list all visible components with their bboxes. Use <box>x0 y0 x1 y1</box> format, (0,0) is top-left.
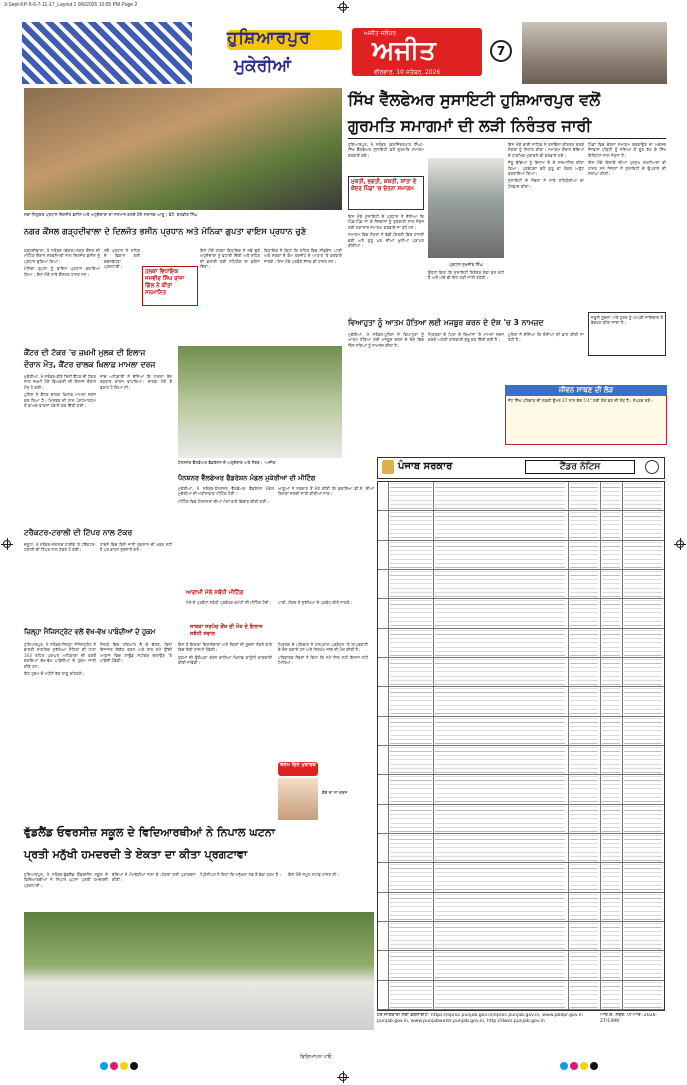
color-swatch <box>590 1062 598 1070</box>
tender-row <box>378 570 664 599</box>
tender-row <box>378 511 664 540</box>
seal-icon <box>645 460 659 474</box>
tender-cell <box>390 483 432 510</box>
birthday-badge <box>278 762 318 776</box>
tender-cell <box>570 630 598 657</box>
article-text: ਹੁਸ਼ਿਆਰਪੁਰ, 9 ਸਤੰਬਰ-ਜ਼ਿਲ੍ਹਾ ਮੈਜਿਸਟ੍ਰੇਟ ਨੇ ਭਾਰਤੀ ਨਾਗਰਿਕ ਸੁਰੱਖਿਆ ਸੰਹਿਤਾ ਦੀ ਧਾਰਾ 163 ਤਹਿਤ ਪ੍ਰਾਪਤ ਅਧਿਕਾਰਾਂ ਦੀ ਵਰਤੋਂ ਕਰਦਿਆਂ ਵੱਖ-ਵੱਖ ਪਾਬੰਦੀਆਂ ਦੇ ਹੁਕਮ ਜਾਰੀ ਕੀਤੇ ਹਨ। ਇਹ ਹੁਕਮ ਦੋ ਮਹੀਨੇ ਤੱਕ ਲਾਗੂ ਰਹਿਣਗੇ। <box>24 642 96 677</box>
tender-cell <box>435 688 565 715</box>
classified-ad: ਜ਼ਰੂਰੀ ਸੂਚਨਾ: ਮੇਰੇ ਪੁੱਤਰ ਨੂੰ ਆਪਣੀ ਜਾਇਦਾਦ ਤੋਂ ਬੇਦਖ਼ਲ ਕੀਤਾ ਜਾਂਦਾ ਹੈ। <box>588 312 666 356</box>
tender-cell <box>390 806 432 833</box>
tender-cell <box>570 952 598 979</box>
article-text: ਉਨ੍ਹਾਂ ਕਿਹਾ ਕਿ ਸੁਸਾਇਟੀ ਨਿਰੰਤਰ ਸੇਵਾ ਕਰ ਰਹੀ ਹੈ ਅਤੇ ਅੱਗੇ ਵੀ ਇਹ ਲੜੀ ਜਾਰੀ ਰਹੇਗੀ। <box>428 270 504 281</box>
article-text: ਗੜ੍ਹਦੀਵਾਲਾ, 9 ਸਤੰਬਰ (ਚੱਗਰ)-ਨਗਰ ਕੌਂਸਲ ਦੀ ਮੀਟਿੰਗ ਦੌਰਾਨ ਸਰਬਸੰਮਤੀ ਨਾਲ ਦਿਲਜੋਤ ਭਸੀਨ ਨੂੰ ਪ੍ਰਧਾਨ ਚੁਣਿਆ ਗਿਆ। ਮੋਨਿਕਾ ਗੁਪਤਾ ਨੂੰ ਵਾਇਸ ਪ੍ਰਧਾਨ ਬਣਾਇਆ ਗਿਆ। ਇਸ ਮੌਕੇ ਸਾਰੇ ਕੌਂਸਲਰ ਹਾਜ਼ਰ ਸਨ। <box>24 248 100 277</box>
color-swatch <box>120 1062 128 1070</box>
brand-logo: ਅਜੀਤ <box>372 36 436 66</box>
article-text: ਮੁਕੇਰੀਆਂ, 9 ਸਤੰਬਰ-ਪੈਨਸ਼ਨਰ ਵੈੱਲਫੇਅਰ ਫੈਡਰੇਸ਼ਨ ਮੰਡਲ ਮੁਕੇਰੀਆਂ ਦੀ ਮਹੀਨਾਵਾਰ ਮੀਟਿੰਗ ਹੋਈ। ਮੀਟਿੰਗ ਵਿਚ ਪੈਨਸ਼ਨਰਾਂ ਦੀਆਂ ਮੰਗਾਂ ਬਾਰੇ ਵਿਚਾਰ ਕੀਤੀ ਗਈ। <box>178 486 274 504</box>
tender-cell <box>602 835 620 862</box>
tender-cell <box>624 600 662 627</box>
tender-cell <box>602 894 620 921</box>
story-headline: ਪੈਨਸ਼ਨਰ ਵੈੱਲਫੇਅਰ ਫੈਡਰੇਸ਼ਨ ਮੰਡਲ ਮੁਕੇਰੀਆਂ ਦੀ ਮੀਟਿੰਗ <box>178 474 316 482</box>
story-headline: ਟਰੈਕਟਰ-ਟਰਾਲੀ ਦੀ ਟਿੱਪਰ ਨਾਲ ਟੱਕਰ <box>24 528 133 537</box>
article-text: ਬੱਚਿਆਂ ਨੇ ਮੋਮਬੱਤੀਆਂ ਜਗਾ ਕੇ ਪੀੜਤਾਂ ਲਈ ਪ੍ਰਾਰਥਨਾ ਕੀਤੀ। <box>112 872 196 883</box>
masthead-art-right <box>522 22 667 84</box>
tender-cell <box>602 542 620 569</box>
tender-cell <box>602 747 620 774</box>
tender-row <box>378 775 664 804</box>
tender-cell <box>435 512 565 539</box>
tender-cell <box>570 923 598 950</box>
tender-row <box>378 599 664 628</box>
tender-cell <box>435 630 565 657</box>
lead-headline: ਸਿੱਖ ਵੈੱਲਫੇਅਰ ਸੁਸਾਇਟੀ ਹੁਸ਼ਿਆਰਪੁਰ ਵਲੋਂ <box>348 90 601 109</box>
tender-cell <box>570 835 598 862</box>
tender-cell <box>602 806 620 833</box>
tender-cell <box>624 659 662 686</box>
tender-cell <box>570 483 598 510</box>
pull-quote-box <box>142 266 198 306</box>
tender-cell <box>435 864 565 891</box>
tender-cell <box>390 952 432 979</box>
lead-photo <box>24 88 342 210</box>
tender-row <box>378 658 664 687</box>
crop-mark <box>676 540 684 548</box>
tender-cell <box>602 600 620 627</box>
tender-cell <box>390 542 432 569</box>
page-number: 7 <box>490 40 512 62</box>
tender-cell <box>602 718 620 745</box>
article-text: ਦਸੂਹਾ, 9 ਸਤੰਬਰ-ਸਥਾਨਕ ਹਾਈਵੇ 'ਤੇ ਟਰੈਕਟਰ-ਟਰਾਲੀ ਦੀ ਟਿੱਪਰ ਨਾਲ ਟੱਕਰ ਹੋ ਗਈ। <box>24 542 96 553</box>
tender-title: ਟੈਂਡਰ ਨੋਟਿਸ <box>525 460 635 474</box>
tender-cell <box>602 982 620 1009</box>
tender-cell <box>624 923 662 950</box>
tender-ref: ਆਰ.ਓ. ਨੰਬਰ: ਪੀ.ਆਰ.-2026-27/1499 <box>600 1013 658 1024</box>
tender-cell <box>602 688 620 715</box>
matrimonial-title: ਜੀਵਨ ਸਾਥਣ ਦੀ ਲੋੜ <box>505 385 667 396</box>
tender-cell <box>435 718 565 745</box>
article-text: ਜ਼ਿਲ੍ਹੇ ਵਿਚ ਹਥਿਆਰ ਲੈ ਕੇ ਚੱਲਣ, ਬਿਨਾਂ ਇਜਾਜ਼ਤ ਇਕੱਠ ਕਰਨ ਅਤੇ ਰਾਤ ਸਮੇਂ ਉੱਚੀ ਆਵਾਜ਼ ਵਿਚ ਲਾਊਡ ਸਪੀਕਰ ਚਲਾਉਣ 'ਤੇ ਪਾਬੰਦੀ ਹੋਵੇਗੀ। <box>100 642 172 664</box>
article-text: ਇਸ ਮੌਕੇ ਸੁਸਾਇਟੀ ਦੇ ਪ੍ਰਧਾਨ ਨੇ ਦੱਸਿਆ ਕਿ ਪਿੰਡ-ਪਿੰਡ ਜਾ ਕੇ ਨੌਜਵਾਨਾਂ ਨੂੰ ਗੁਰਬਾਣੀ ਨਾਲ ਜੋੜਨ ਲਈ ਲਗਾਤਾਰ ਸਮਾਗਮ ਕਰਵਾਏ ਜਾ ਰਹੇ ਹਨ। ਸਮਾਗਮ ਵਿਚ ਸੰਗਤਾਂ ਨੇ ਵੱਡੀ ਗਿਣਤੀ ਵਿਚ ਹਾਜ਼ਰੀ ਭਰੀ ਅਤੇ ਗੁਰੂ ਘਰ ਦੀਆਂ ਖੁਸ਼ੀਆਂ ਪ੍ਰਾਪਤ ਕੀਤੀਆਂ। <box>348 214 424 249</box>
tender-cell <box>435 835 565 862</box>
photo-caption: ਨਵਾਂ-ਨਿਯੁਕਤ ਪ੍ਰਧਾਨ ਦਿਲਜੋਤ ਭਸੀਨ ਅਤੇ ਅਹੁਦੇਦਾਰਾਂ ਦਾ ਸਨਮਾਨ ਕਰਦੇ ਹੋਏ ਸਥਾਨਕ ਆਗੂ। ਫੋਟੋ: ਬਲਵੀਰ ਸਿੰਘ <box>24 212 198 217</box>
article-text: ਵਿਧਾਇਕ ਨੇ ਕਿਹਾ ਕਿ ਸ਼ਹਿਰ ਵਿਚ ਸੀਵਰੇਜ, ਪਾਣੀ ਅਤੇ ਸੜਕਾਂ ਦੇ ਕੰਮ ਤਰਜੀਹ ਦੇ ਆਧਾਰ 'ਤੇ ਕਰਵਾਏ ਜਾਣਗੇ। ਇਸ ਮੌਕੇ ਪਤਵੰਤੇ ਸੱਜਣ ਵੀ ਹਾਜ਼ਰ ਸਨ। <box>264 248 342 264</box>
sub-box <box>348 176 424 210</box>
tender-cell <box>390 659 432 686</box>
tender-cell <box>390 835 432 862</box>
article-text: ਮ੍ਰਿਤਕਾ ਦੇ ਪਿਤਾ ਦੇ ਬਿਆਨਾਂ 'ਤੇ ਮਾਮਲਾ ਦਰਜ ਕਰਕੇ ਅਗਲੀ ਕਾਰਵਾਈ ਸ਼ੁਰੂ ਕਰ ਦਿੱਤੀ ਗਈ ਹੈ। <box>428 332 504 343</box>
article-text: ਪੁਲਿਸ ਨੇ ਦੱਸਿਆ ਕਿ ਦੋਸ਼ੀਆਂ ਦੀ ਭਾਲ ਕੀਤੀ ਜਾ ਰਹੀ ਹੈ। <box>508 332 584 343</box>
tender-cell <box>435 894 565 921</box>
color-registration-bar <box>100 1055 140 1074</box>
article-text: ਇਸ ਮੌਕੇ ਭਾਈ ਸਾਹਿਬ ਨੇ ਰਸਭਿੰਨਾ ਕੀਰਤਨ ਕਰਕੇ ਸੰਗਤਾਂ ਨੂੰ ਨਿਹਾਲ ਕੀਤਾ। ਸਮਾਗਮ ਦੌਰਾਨ ਬੱਚਿਆਂ ਦੇ ਧਾਰਮਿਕ ਮੁਕਾਬਲੇ ਵੀ ਕਰਵਾਏ ਗਏ। ਜੇਤੂ ਬੱਚਿਆਂ ਨੂੰ ਇਨਾਮ ਦੇ ਕੇ ਸਨਮਾਨਿਤ ਕੀਤਾ ਗਿਆ। ਪ੍ਰਬੰਧਕਾਂ ਵਲੋਂ ਗੁਰੂ ਕਾ ਲੰਗਰ ਅਤੁੱਟ ਵਰਤਾਇਆ ਗਿਆ। ਸੁਸਾਇਟੀ ਦੇ ਮੈਂਬਰਾਂ ਨੇ ਸਾਰੇ ਸਹਿਯੋਗੀਆਂ ਦਾ ਧੰਨਵਾਦ ਕੀਤਾ। <box>508 142 584 189</box>
footer-label: ਵਿਗਿਆਪਨ ਪਾਓ <box>300 1054 332 1060</box>
brand-tagline: ਅਜੀਤ ਜਲੰਧਰ <box>364 30 397 37</box>
tender-row <box>378 482 664 511</box>
article-text: ਪਿੰਡਾਂ ਵਿਚ ਚੇਤਨਾ ਸਮਾਗਮ ਕਰਵਾਉਣ ਦਾ ਮਕਸਦ ਨੌਜਵਾਨ ਪੀੜ੍ਹੀ ਨੂੰ ਨਸ਼ਿਆਂ ਤੋਂ ਦੂਰ ਰੱਖ ਕੇ ਸਿੱਖ ਇਤਿਹਾਸ ਨਾਲ ਜੋੜਨਾ ਹੈ। ਇਸ ਮੌਕੇ ਇਲਾਕੇ ਦੀਆਂ ਪ੍ਰਮੁੱਖ ਸ਼ਖ਼ਸੀਅਤਾਂ ਵੀ ਹਾਜ਼ਰ ਸਨ ਜਿਨ੍ਹਾਂ ਨੇ ਸੁਸਾਇਟੀ ਦੇ ਉਪਰਾਲੇ ਦੀ ਸ਼ਲਾਘਾ ਕੀਤੀ। <box>588 142 666 177</box>
article-text: ਇਸ ਮੌਕੇ ਸਮੂਹ ਸਟਾਫ਼ ਹਾਜ਼ਰ ਸੀ। <box>288 872 340 877</box>
tender-cell <box>624 542 662 569</box>
article-text: ਨਵੇਂ ਪ੍ਰਧਾਨ ਨੇ ਸ਼ਹਿਰ ਦੇ ਵਿਕਾਸ ਲਈ ਵਚਨਬੱਧਤਾ ਪ੍ਰਗਟਾਈ। <box>104 248 140 270</box>
tender-cell <box>624 630 662 657</box>
tender-row <box>378 981 664 1010</box>
tender-cell <box>624 864 662 891</box>
article-text: ਮ੍ਰਿਤਕ ਦੇ ਪਰਿਵਾਰ ਨੇ ਹਸਪਤਾਲ ਪ੍ਰਬੰਧਨ 'ਤੇ ਲਾਪਰਵਾਹੀ ਦੇ ਦੋਸ਼ ਲਗਾਏ ਹਨ ਅਤੇ ਨਿਰਪੱਖ ਜਾਂਚ ਦੀ ਮੰਗ ਕੀਤੀ ਹੈ। ਪਰਿਵਾਰਕ ਮੈਂਬਰਾਂ ਨੇ ਕਿਹਾ ਕਿ ਸਮੇਂ ਸਿਰ ਸਹੀ ਇਲਾਜ ਨਹੀਂ ਮਿਲਿਆ। <box>278 642 368 666</box>
story-kicker: ਆਗਾਮੀ ਮੇਲੇ ਸਬੰਧੀ ਮੀਟਿੰਗ <box>186 590 244 596</box>
tender-cell <box>390 864 432 891</box>
tender-cell <box>624 747 662 774</box>
tender-cell <box>435 952 565 979</box>
tender-cell <box>624 512 662 539</box>
tender-cell <box>602 659 620 686</box>
portrait-photo <box>428 158 504 258</box>
tender-cell <box>435 982 565 1009</box>
crop-mark <box>339 1073 347 1081</box>
school-photo <box>24 912 374 1030</box>
article-text: ਹੁਸ਼ਿਆਰਪੁਰ, 9 ਸਤੰਬਰ-ਵੁੱਡਲੈਂਡ ਓਵਰਸੀਜ਼ ਸਕੂਲ ਦੇ ਵਿਦਿਆਰਥੀਆਂ ਨੇ ਨਿਪਾਲ ਘਟਨਾ ਪ੍ਰਤੀ ਹਮਦਰਦੀ ਪ੍ਰਗਟਾਈ। <box>24 872 108 888</box>
edition-title: ਹੁਸ਼ਿਆਰਪੁਰ <box>227 28 311 48</box>
tender-cell <box>435 659 565 686</box>
tender-cell <box>602 483 620 510</box>
tender-cell <box>435 600 565 627</box>
tender-footer <box>377 1013 597 1037</box>
tender-cell <box>570 600 598 627</box>
crop-mark <box>339 3 347 11</box>
tender-cell <box>602 630 620 657</box>
color-registration-bar <box>560 1055 600 1074</box>
tender-row <box>378 834 664 863</box>
tender-cell <box>570 747 598 774</box>
color-swatch <box>580 1062 588 1070</box>
tender-cell <box>624 894 662 921</box>
tender-cell <box>624 982 662 1009</box>
tender-cell <box>435 542 565 569</box>
tender-cell <box>570 806 598 833</box>
tender-cell <box>570 542 598 569</box>
story-headline: ਨਗਰ ਕੌਂਸਲ ਗੜ੍ਹਦੀਵਾਲਾ ਦੇ ਦਿਲਜੋਤ ਭਸੀਨ ਪ੍ਰਧਾਨ ਅਤੇ ਮੋਨਿਕਾ ਗੁਪਤਾ ਵਾਇਸ ਪ੍ਰਧਾਨ ਚੁਣੇ <box>24 226 307 236</box>
tender-cell <box>602 923 620 950</box>
tender-cell <box>570 688 598 715</box>
tender-row <box>378 541 664 570</box>
story-headline: ਜ਼ਿਲ੍ਹਾ ਮੈਜਿਸਟ੍ਰੇਟ ਵਲੋਂ ਵੱਖ-ਵੱਖ ਪਾਬੰਦੀਆਂ ਦੇ ਹੁਕਮ <box>24 628 156 636</box>
tender-cell <box>602 952 620 979</box>
article-text: ਮੇਲੇ ਦੇ ਪ੍ਰਬੰਧਾਂ ਸਬੰਧੀ ਪ੍ਰਬੰਧਕ ਕਮੇਟੀ ਦੀ ਮੀਟਿੰਗ ਹੋਈ। <box>186 600 272 605</box>
tender-cell <box>390 776 432 803</box>
tender-cell <box>435 776 565 803</box>
tender-cell <box>390 982 432 1009</box>
tender-row <box>378 717 664 746</box>
story-headline: ਕੈਂਟਰ ਦੀ ਟੱਕਰ 'ਚ ਜ਼ਖ਼ਮੀ ਮੁਲਕ ਦੀ ਇਲਾਜ <box>24 348 146 357</box>
tender-row <box>378 629 664 658</box>
birthday-caption: ਬੱਚੇ ਦਾ ਨਾਂ ਦਰਜ <box>322 790 348 795</box>
tender-cell <box>570 982 598 1009</box>
portrait-caption: ਪ੍ਰਧਾਨ ਸੁਖਜੀਤ ਸਿੰਘ <box>449 262 483 267</box>
tender-footer-line: ਹੋਰ ਜਾਣਕਾਰੀ ਲਈ ਵੈੱਬਸਾਈਟ: https://eproc.punjab.gov.in/eproc.punjab.gov.in, www.pbdpr.gov.in <box>377 1013 583 1018</box>
article-text: ਜਾਂਚ ਅਧਿਕਾਰੀ ਨੇ ਦੱਸਿਆ ਕਿ ਹਾਦਸਾ ਤੇਜ਼ ਰਫ਼ਤਾਰ ਕਾਰਨ ਵਾਪਰਿਆ। ਚਾਲਕ ਮੌਕੇ ਤੋਂ ਫ਼ਰਾਰ ਹੋ ਗਿਆ ਸੀ। <box>100 374 172 390</box>
tender-cell <box>435 923 565 950</box>
article-text: ਮੁਕੇਰੀਆਂ, 9 ਸਤੰਬਰ-ਬੀਤੇ ਦਿਨੀਂ ਕੈਂਟਰ ਦੀ ਟੱਕਰ ਨਾਲ ਜ਼ਖ਼ਮੀ ਹੋਏ ਵਿਅਕਤੀ ਦੀ ਇਲਾਜ ਦੌਰਾਨ ਮੌਤ ਹੋ ਗਈ। ਪੁਲਿਸ ਨੇ ਕੈਂਟਰ ਚਾਲਕ ਖ਼ਿਲਾਫ਼ ਮਾਮਲਾ ਦਰਜ ਕਰ ਲਿਆ ਹੈ। ਮ੍ਰਿਤਕ ਦੀ ਲਾਸ਼ ਪੋਸਟਮਾਰਟਮ ਤੋਂ ਬਾਅਦ ਵਾਰਸਾਂ ਹਵਾਲੇ ਕਰ ਦਿੱਤੀ ਗਈ। <box>24 374 96 409</box>
tender-cell <box>602 864 620 891</box>
article-text: ਇਸ ਮੌਕੇ ਹਲਕਾ ਵਿਧਾਇਕ ਨੇ ਨਵੇਂ ਚੁਣੇ ਅਹੁਦੇਦਾਰਾਂ ਨੂੰ ਵਧਾਈ ਦਿੱਤੀ ਅਤੇ ਸ਼ਹਿਰ ਦੀ ਭਲਾਈ ਲਈ ਸਹਿਯੋਗ ਦਾ ਭਰੋਸਾ ਦਿੱਤਾ। <box>200 248 260 270</box>
story-kicker: ਸਾਬਕਾ ਸਰਪੰਚ ਕੌਂਸ ਦੀ ਮੌਤ ਦੇ ਇਲਾਜ ਸਬੰਧੀ ਸਵਾਲ <box>190 624 263 637</box>
pull-quote: ਹਲਕਾ ਵਿਧਾਇਕ ਜਸਵੀਰ ਸਿੰਘ ਰਾਜਾ ਗਿੱਲ ਨੇ ਕੀਤਾ ਸਨਮਾਨਿਤ <box>145 269 185 296</box>
tender-cell <box>602 776 620 803</box>
tender-cell <box>602 512 620 539</box>
article-text: ਹੁਸ਼ਿਆਰਪੁਰ, 9 ਸਤੰਬਰ (ਬਲਜਿੰਦਰਪਾਲ ਸਿੰਘ)-ਸਿੱਖ ਵੈੱਲਫੇਅਰ ਸੁਸਾਇਟੀ ਵਲੋਂ ਗੁਰਮਤਿ ਸਮਾਗਮ ਕਰਵਾਏ ਗਏ। <box>348 142 424 158</box>
layout-slug: 3-Sept-KP-5-6-7-11-17_Layout 1 9/6/2026 10:05 PM Page 2 <box>4 2 138 8</box>
tender-cell <box>624 718 662 745</box>
edition-subtitle: ਮੁਕੇਰੀਆਂ <box>234 56 291 76</box>
tender-row <box>378 805 664 834</box>
tender-row <box>378 687 664 716</box>
tender-cell <box>390 894 432 921</box>
masthead-art-left <box>22 22 192 84</box>
tender-cell <box>390 571 432 598</box>
lead-headline-2: ਗੁਰਮਤਿ ਸਮਾਗਮਾਂ ਦੀ ਲੜੀ ਨਿਰੰਤਰ ਜਾਰੀ <box>348 116 592 135</box>
article-text: ਪ੍ਰਿੰਸੀਪਲ ਨੇ ਕਿਹਾ ਕਿ ਮਨੁੱਖਤਾ ਸਭ ਤੋਂ ਵੱਡਾ ਧਰਮ ਹੈ। <box>200 872 282 877</box>
tender-row <box>378 863 664 892</box>
masthead <box>22 22 667 84</box>
tender-cell <box>570 718 598 745</box>
crop-mark <box>3 540 11 548</box>
tender-cell <box>390 923 432 950</box>
sub-box-text: ਮੁਕਤੀ, ਭਗਤੀ, ਸ਼ਕਤੀ, ਸ਼ਾਂਤਾ ਦੇ ਕੇਂਦਰ ਪਿੰਡਾਂ 'ਚ ਚੇਤਨਾ ਸਮਾਗਮ <box>351 179 417 192</box>
tender-cell <box>390 688 432 715</box>
tender-cell <box>435 806 565 833</box>
tender-cell <box>435 747 565 774</box>
tender-cell <box>624 806 662 833</box>
color-swatch <box>560 1062 568 1070</box>
tender-cell <box>570 571 598 598</box>
photo-caption: ਪੈਨਸ਼ਨਰ ਵੈੱਲਫੇਅਰ ਫੈਡਰੇਸ਼ਨ ਦੇ ਅਹੁਦੇਦਾਰ ਅਤੇ ਮੈਂਬਰ। -ਅਜੀਤ <box>178 460 276 465</box>
tender-footer-line: punjab.gov.in, www.punjabwater.punjab.gov.in, http://dwss.punjab.gov.in <box>377 1019 545 1024</box>
tender-cell <box>570 894 598 921</box>
article-text: ਮੁਕੇਰੀਆਂ, 9 ਸਤੰਬਰ-ਪੁਲਿਸ ਨੇ ਵਿਆਹੁਤਾ ਨੂੰ ਆਤਮ ਹੱਤਿਆ ਲਈ ਮਜਬੂਰ ਕਰਨ ਦੇ ਦੋਸ਼ ਵਿਚ ਤਿੰਨ ਜਣਿਆਂ ਨੂੰ ਨਾਮਜ਼ਦ ਕੀਤਾ ਹੈ। <box>348 332 424 348</box>
color-swatch <box>570 1062 578 1070</box>
story-headline: ਵਿਆਹੁਤਾ ਨੂੰ ਆਤਮ ਹੱਤਿਆ ਲਈ ਮਜਬੂਰ ਕਰਨ ਦੇ ਦੋਸ਼ 'ਚ 3 ਨਾਮਜ਼ਦ <box>348 318 544 327</box>
tender-cell <box>624 776 662 803</box>
article-text: ਆਗੂਆਂ ਨੇ ਸਰਕਾਰ ਤੋਂ ਮੰਗ ਕੀਤੀ ਕਿ ਬਕਾਇਆ ਡੀ.ਏ. ਦੀਆਂ ਕਿਸ਼ਤਾਂ ਜਲਦੀ ਜਾਰੀ ਕੀਤੀਆਂ ਜਾਣ। <box>278 486 374 497</box>
tender-row <box>378 746 664 775</box>
issue-date: ਵੀਰਵਾਰ, 10 ਸਤੰਬਰ, 2026 <box>374 69 441 76</box>
tender-cell <box>624 571 662 598</box>
article-text: ਇਸ ਤੋਂ ਇਲਾਵਾ ਕਿਰਾਏਦਾਰਾਂ ਅਤੇ ਨੌਕਰਾਂ ਦੀ ਸੂਚਨਾ ਨੇੜਲੇ ਥਾਣੇ ਵਿਚ ਦੇਣੀ ਲਾਜ਼ਮੀ ਹੋਵੇਗੀ। ਹੁਕਮਾਂ ਦੀ ਉਲੰਘਣਾ ਕਰਨ ਵਾਲਿਆਂ ਖ਼ਿਲਾਫ਼ ਕਾਨੂੰਨੀ ਕਾਰਵਾਈ ਕੀਤੀ ਜਾਵੇਗੀ। <box>178 642 272 666</box>
tender-cell <box>390 600 432 627</box>
color-swatch <box>130 1062 138 1070</box>
story-headline-2: ਦੌਰਾਨ ਮੌਤ, ਕੈਂਟਰ ਚਾਲਕ ਖ਼ਿਲਾਫ਼ ਮਾਮਲਾ ਦਰਜ <box>24 360 156 369</box>
color-swatch <box>100 1062 108 1070</box>
emblem-icon <box>382 460 394 474</box>
govt-name: ਪੰਜਾਬ ਸਰਕਾਰ <box>398 461 453 472</box>
tender-cell <box>624 688 662 715</box>
color-swatch <box>110 1062 118 1070</box>
tender-cell <box>602 571 620 598</box>
tender-cell <box>435 571 565 598</box>
tender-cell <box>390 630 432 657</box>
matrimonial-text: ਜੱਟ ਸਿੱਖ ਪਰਿਵਾਰ ਦੀ ਲੜਕੀ ਉਮਰ 27 ਸਾਲ ਕੱਦ 5'4" ਲਈ ਯੋਗ ਵਰ ਦੀ ਲੋੜ ਹੈ। ਸੰਪਰਕ ਕਰੋ। <box>508 398 653 403</box>
article-text: ਪਾਣੀ, ਲੰਗਰ ਤੇ ਸੁਰੱਖਿਆ ਦੇ ਪ੍ਰਬੰਧ ਕੀਤੇ ਜਾਣਗੇ। <box>278 600 353 605</box>
tender-cell <box>435 483 565 510</box>
birthday-title: ਜਨਮ ਦਿਨ ਮੁਬਾਰਕ <box>280 762 316 768</box>
tender-cell <box>624 483 662 510</box>
meeting-photo <box>178 346 342 458</box>
story-headline: ਵੁੱਡਲੈਂਡ ਓਵਰਸੀਜ਼ ਸਕੂਲ ਦੇ ਵਿਦਿਆਰਥੀਆਂ ਨੇ ਨਿਪਾਲ ਘਟਨਾ <box>24 826 276 839</box>
tender-cell <box>570 864 598 891</box>
divider <box>348 138 666 139</box>
tender-cell <box>570 776 598 803</box>
tender-row <box>378 893 664 922</box>
birthday-photo <box>278 778 318 820</box>
tender-cell <box>390 718 432 745</box>
tender-row <box>378 922 664 951</box>
story-headline-2: ਪ੍ਰਤੀ ਮਨੁੱਖੀ ਹਮਦਰਦੀ ਤੇ ਏਕਤਾ ਦਾ ਕੀਤਾ ਪ੍ਰਗਟਾਵਾ <box>24 848 248 861</box>
tender-cell <box>570 512 598 539</box>
tender-row <box>378 951 664 980</box>
tender-cell <box>390 747 432 774</box>
tender-cell <box>624 835 662 862</box>
tender-cell <box>390 512 432 539</box>
tender-cell <box>624 952 662 979</box>
tender-table <box>377 481 665 1011</box>
tender-cell <box>570 659 598 686</box>
article-text: ਹਾਦਸੇ ਵਿਚ ਕਿਸੇ ਜਾਨੀ ਨੁਕਸਾਨ ਦੀ ਖ਼ਬਰ ਨਹੀਂ ਹੈ ਪਰ ਵਾਹਨ ਨੁਕਸਾਨੇ ਗਏ। <box>100 542 172 553</box>
